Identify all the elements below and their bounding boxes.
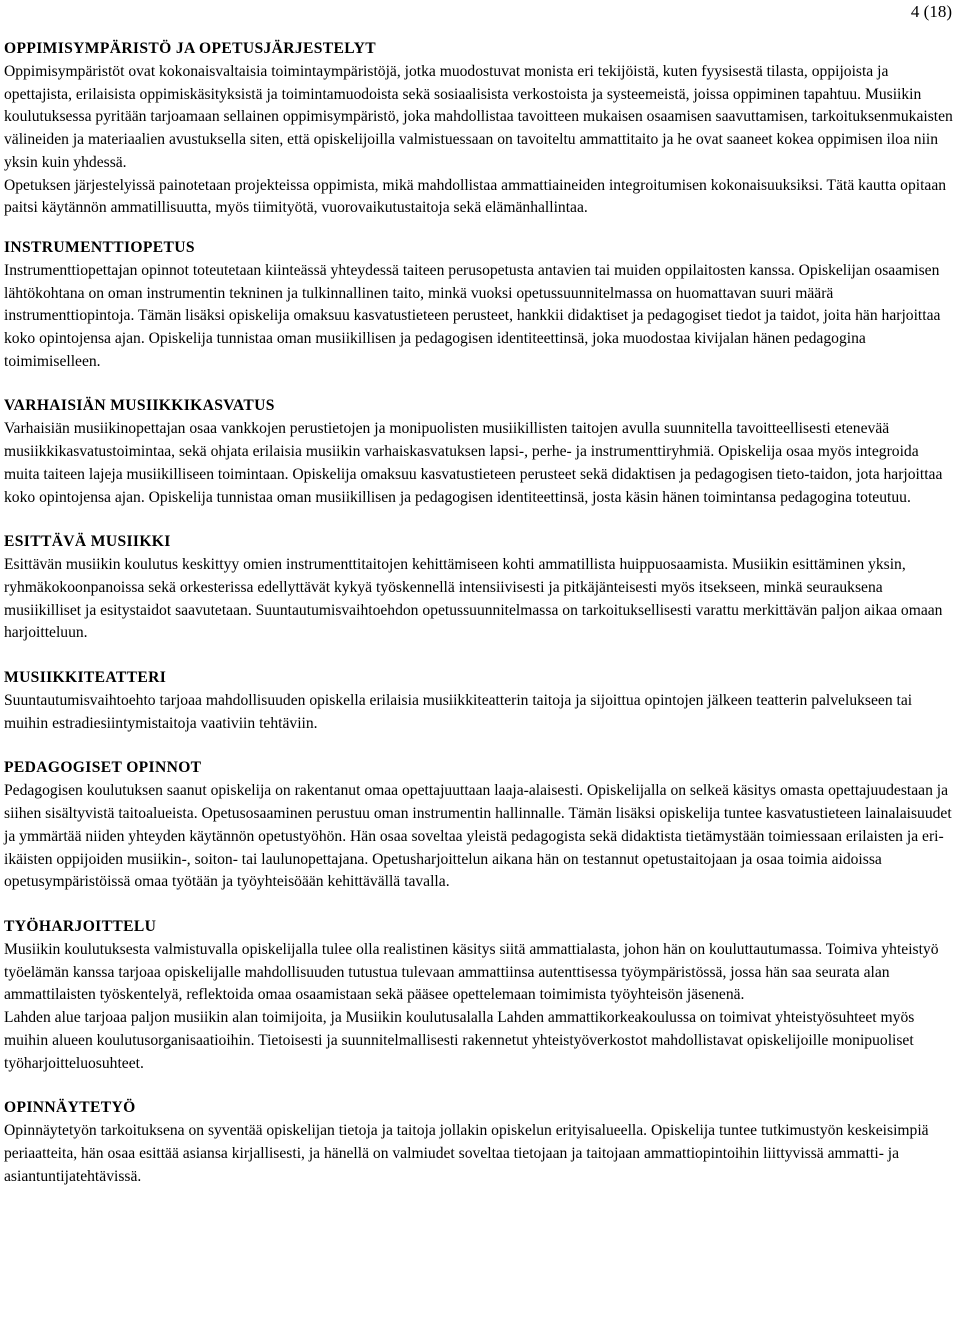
section-paragraph: Opinnäytetyön tarkoituksena on syventää opiskelijan tietoja ja taitoja jollakin opiskelun erityisalueella. Opiskelija tuntee tutkimustyön keskeisimpiä periaatteita, hän osaa esittää asiansa kirjallisesti, ja hänellä on valmiudet soveltaa tietojaan ja taitojaan ammattiopintoihin liittyvissä ammatti- ja asiantuntijatehtävissä. — [4, 1122, 929, 1185]
section-heading: PEDAGOGISET OPINNOT — [4, 759, 202, 777]
section-paragraph: Opetuksen järjestelyissä painotetaan projekteissa oppimista, mikä mahdollistaa ammattiaineiden integroitumisen kokonaisuuksiksi. Tätä kautta opitaan paitsi käytännön ammatillisuutta, myös tiimityötä, vuorovaikutustaitoja sekä elämänhallintaa. — [4, 176, 947, 217]
section-esittava-musiikki — [4, 530, 954, 645]
section-heading: INSTRUMENTTIOPETUS — [4, 238, 195, 256]
section-paragraph: Pedagogisen koulutuksen saanut opiskelija on rakentanut omaa opettajuuttaan laaja-alaisesti. Opiskelijalla on selkeä käsitys omasta opettajuudestaan ja siihen sisältyvistä taitoalueista. Opetusosaaminen perustuu oman instrumentin hallinnalle. Tämän lisäksi opiskelija tuntee kasvatustieteen lainalaisuudet ja ymmärtää niiden yhteyden käytännön opetustyöhön. Hän osaa soveltaa yleistä pedagogista sekä didaktista tietämystään toimiessaan erilaisten ja eri-ikäisten oppijoiden musiikin-, soiton- tai laulunopettajana. Opetusharjoittelun aikana hän on testannut opetustaitojaan ja osaa toimia aidoissa opetusympäristöissä omaa työtään ja työyhteisöään kehittävällä tavalla. — [4, 782, 952, 891]
page-number: 4 (18) — [910, 2, 952, 21]
section-musiikkiteatteri — [4, 666, 954, 735]
section-paragraph: Musiikin koulutuksesta valmistuvalla opiskelijalla tulee olla realistinen käsitys siitä ammattialasta, johon hän on kouluttautumassa. Toimiva yhteistyö työelämän kanssa tarjoaa opiskelijalle mahdollisuuden tutustua tulevaan ammattiinsa autenttisessa työympäristössä, jossa hän saa seurata alan ammattilaisten työskentelyä, reflektoida omaa osaamistaan sekä pääsee opettelemaan toimimista työyhteisön jäsenenä. — [4, 940, 939, 1004]
section-pedagogiset-opinnot — [4, 756, 954, 894]
section-instrumenttiopetus — [4, 236, 954, 374]
document-body — [4, 37, 954, 1188]
section-heading: ESITTÄVÄ MUSIIKKI — [4, 533, 171, 551]
section-oppimisymparisto — [4, 37, 954, 220]
section-heading: VARHAISIÄN MUSIIKKIKASVATUS — [4, 397, 275, 415]
section-paragraph: Lahden alue tarjoaa paljon musiikin alan toimijoita, ja Musiikin koulutusalalla Lahden ammattikorkeakoulussa on toimivat yhteistyösuhteet myös muihin alueen koulutusorganisaatioihin. Tietoisesti ja suunnitelmallisesti rakennetut yhteistyöverkostot mahdollistavat opiskelijoille monipuoliset työharjoitteluosuhteet. — [4, 1009, 915, 1072]
section-paragraph: Instrumenttiopettajan opinnot toteutetaan kiinteässä yhteydessä taiteen perusopetusta antavien tai muiden oppilaitosten kanssa. Opiskelijan osaamisen lähtökohtana on oman instrumentin tekninen ja tulkinnallinen taito, minkä vuoksi opetussuunnitelmassa on huomattavan suuri määrä instrumenttiopintoja. Tämän lisäksi opiskelija omaksuu kasvatustieteen perusteet, hankkii didaktiset ja pedagogiset tiedot ja taidot, joita hän harjoittaa koko opintojensa ajan. Opiskelija tunnistaa oman musiikillisen ja pedagogisen identiteettinsä, joka muodostaa kivijalan hänen pedagogina toimimiselleen. — [4, 261, 941, 370]
section-paragraph: Suuntautumisvaihtoehto tarjoaa mahdollisuuden opiskella erilaisia musiikkiteatterin taitoja ja sijoittua opintojen jälkeen teatterin palvelukseen tai muihin estradiesiintymistaitoja vaativiin tehtäviin. — [4, 692, 913, 732]
section-heading: TYÖHARJOITTELU — [4, 917, 157, 935]
section-paragraph: Esittävän musiikin koulutus keskittyy omien instrumenttitaitojen kehittämiseen kohti ammatillista huippuosaamista. Musiikin esittäminen yksin, ryhmäkokoonpanoissa sekä orkesterissa edellyttävät kykyä työskennellä intensiivisesti ja pitkäjänteisesti myös itsekseen, minkä seurauksena musiikilliset ja esitystaidot saavutetaan. Suuntautumisvaihtoehdon opetussuunnitelmassa on tarkoituksellisesti varattu merkittävän paljon aikaa omaan harjoitteluun. — [4, 556, 943, 642]
section-paragraph: Varhaisiän musiikinopettajan osaa vankkojen perustietojen ja monipuolisten musiikillisten taitojen avulla suunnitella tavoitteellisesti etenevää musiikkikasvatustoimintaa, sekä ohjata erilaisia musiikin varhaiskasvatuksen lapsi-, perhe- ja instrumenttiryhmiä. Opiskelija osaa myös integroida muita taiteen lajeja musiikilliseen toimintaan. Opiskelija omaksuu kasvatustieteen perusteet sekä didaktisen ja pedagogisen tieto-taidon, jota harjoittaa koko opintojensa ajan. Opiskelija tunnistaa oman musiikillisen ja pedagogisen identiteettinsä, josta käsin hänen toimintansa pedagogina toteutuu. — [4, 420, 943, 506]
section-paragraph: Oppimisympäristöt ovat kokonaisvaltaisia toimintaympäristöjä, jotka muodostuvat monista eri tekijöistä, kuten fyysisestä tilasta, oppijoista ja opettajista, erilaisista oppimiskäsityksistä ja toimintamuodoista sekä sosiaalisista verkostoista ja systeemeistä, joissa oppiminen tapahtuu. Musiikin koulutuksessa pyritään tarjoamaan sellainen oppimisympäristö, joka mahdollistaa tavoitteen mukaisen osaamisen saavuttamisen, tarkoituksenmukaisten välineiden ja materiaalien avustuksella siten, että opiskelijoilla valmistuessaan on tavoiteltu ammattitaito ja he ovat saaneet kokea oppimisen iloa niin yksin kuin yhdessä. — [4, 63, 953, 171]
section-heading: MUSIIKKITEATTERI — [4, 669, 167, 687]
section-opinnaytetyo — [4, 1096, 954, 1188]
section-heading: OPPIMISYMPÄRISTÖ JA OPETUSJÄRJESTELYT — [4, 40, 376, 57]
section-tyoharjoittelu — [4, 915, 954, 1075]
section-heading: OPINNÄYTETYÖ — [4, 1099, 136, 1117]
section-varhaisian-musiikkikasvatus — [4, 394, 954, 509]
